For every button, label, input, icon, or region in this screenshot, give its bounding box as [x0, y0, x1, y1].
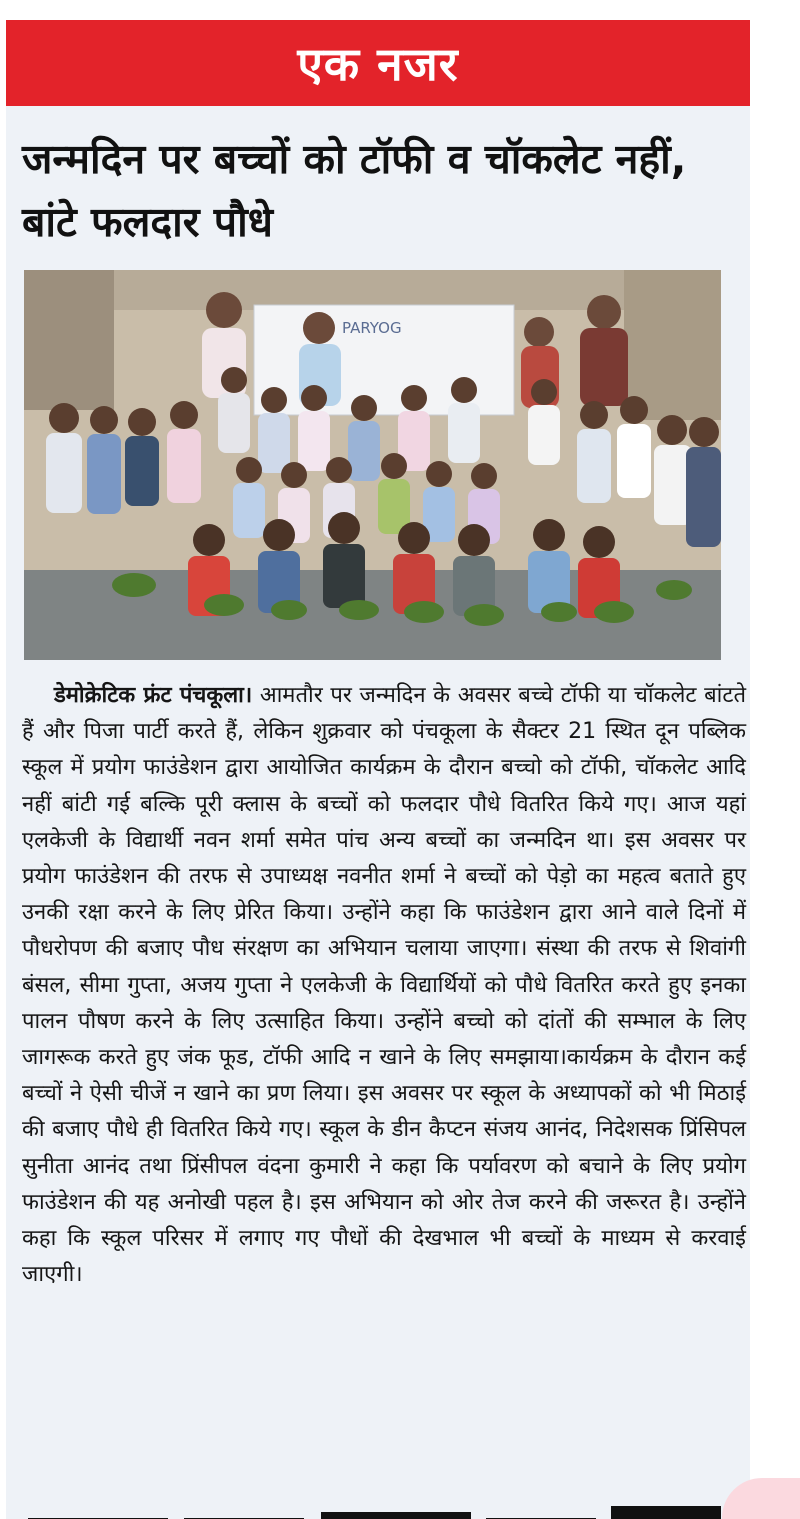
- article-body: [22, 678, 746, 1293]
- article-body-text: आमतौर पर जन्मदिन के अवसर बच्चे टॉफी या चॉकलेट बांटते हैं और पिजा पार्टी करते हैं, लेकिन शुक्रवार को पंचकूला के सैक्टर 21 स्थित दून पब्लिक स्कूल में प्रयोग फाउंडेशन द्वारा आयोजित कार्यक्रम के दौरान बच्चो को टॉफी, चॉकलेट आदि नहीं बांटी गई बल्कि पूरी क्लास के बच्चों को फलदार पौधे वितरित किये गए। आज यहां एलकेजी के विद्यार्थी नवन शर्मा समेत पांच अन्य बच्चों का जन्मदिन था। इस अवसर पर प्रयोग फाउंडेशन की तरफ से उपाध्यक्ष नवनीत शर्मा ने बच्चों को पेड़ो का महत्व बताते हुए उनकी रक्षा करने के लिए प्रेरित किया। उन्होंने कहा कि फाउंडेशन द्वारा आने वाले दिनों में पौधरोपण की बजाए पौध संरक्षण का अभियान चलाया जाएगा। संस्था की तरफ से शिवांगी बंसल, सीमा गुप्ता, अजय गुप्ता ने एलकेजी के विद्यार्थियों को पौधे वितरित करते हुए इनका पालन पौषण करने के लिए उत्साहित किया। उन्होंने बच्चो को दांतों की सम्भाल के लिए जागरूक करते हुए जंक फूड, टॉफी आदि न खाने के लिए समझाया।कार्यक्रम के दौरान कई बच्चों ने ऐसी चीजें न खाने का प्रण लिया। इस अवसर पर स्कूल के अध्यापकों को भी मिठाई की बजाए पौधे ही वितरित किये गए। स्कूल के डीन कैप्टन संजय आनंद, निदेशसक प्रिंसिपल सुनीता आनंद तथा प्रिंसीपल वंदना कुमारी ने कहा कि पर्यावरण को बचाने के लिए प्रयोग फाउंडेशन की यह अनोखी पहल है। इस अभियान को ओर तेज करने की जरूरत है। उन्होंने कहा कि स्कूल परिसर में लगाए गए पौधों की देखभाल भी बच्चों के माध्यम से करवाई जाएगी।: [22, 683, 746, 1288]
- next-article-headline-fragment: [16, 1498, 746, 1519]
- group-photo-illustration: [24, 270, 721, 660]
- section-title: एक नजर: [297, 37, 459, 91]
- photo-banner-text: PARYOG: [342, 319, 402, 337]
- article-headline: जन्मदिन पर बच्चों को टॉफी व चॉकलेट नहीं, बांटे फलदार पौधे: [22, 135, 687, 246]
- article-photo: [24, 270, 721, 660]
- article-dateline: डेमोक्रेटिक फ्रंट पंचकूला।: [54, 683, 253, 708]
- section-banner: [6, 20, 750, 106]
- newspaper-clipping: [6, 20, 750, 1519]
